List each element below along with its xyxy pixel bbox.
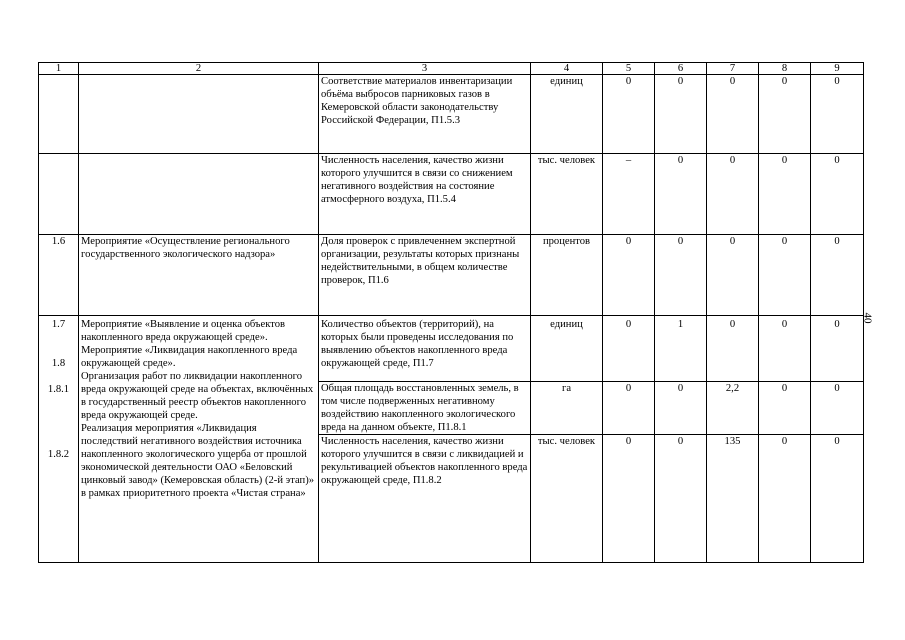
value-col5: 0 <box>603 235 655 316</box>
value-col6: 1 <box>655 316 707 382</box>
value-col9: 0 <box>811 435 864 563</box>
table-row <box>39 154 864 235</box>
row-number-block <box>39 316 79 563</box>
col-header-8: 8 <box>759 63 811 75</box>
activity-name: Реализация мероприятия «Ликвидация последствий негативного воздействия источника накопленного экологического ущерба от прошлой экономической деятельности ОАО «Беловский цинковый завод» (Кемеровская область) (2-й этап)» в рамках приоритетного проекта «Чистая страна» <box>81 423 315 499</box>
page-number: 40 <box>861 312 874 324</box>
value-col6: 0 <box>655 154 707 235</box>
value-col5: 0 <box>603 316 655 382</box>
value-col8: 0 <box>759 75 811 154</box>
unit: единиц <box>531 316 603 382</box>
row-number: 1.8 <box>51 358 66 369</box>
header-row <box>39 63 864 75</box>
row-number <box>39 75 79 154</box>
col-header-7: 7 <box>707 63 759 75</box>
value-col5: 0 <box>603 435 655 563</box>
activity-name: Организация работ по ликвидации накопленного вреда окружающей среде на объектах, включённых в государственный реестр объектов накопленного вреда окружающей среде. <box>81 371 314 421</box>
value-col5: 0 <box>603 75 655 154</box>
activity-name: Мероприятие «Осуществление регионального государственного экологического надзора» <box>79 235 319 316</box>
activity-name-block <box>79 316 319 563</box>
row-number: 1.8.2 <box>47 449 70 460</box>
value-col9: 0 <box>811 316 864 382</box>
unit: га <box>531 382 603 435</box>
indicator-text: Количество объектов (территорий), на которых были проведены исследования по выявлению объектов накопленного вреда окружающей среде, П1.7 <box>319 316 531 382</box>
value-col9: 0 <box>811 382 864 435</box>
indicator-text: Численность населения, качество жизни которого улучшится в связи со снижением негативного воздействия на состояние атмосферного воздуха, П1.5.4 <box>319 154 531 235</box>
value-col6: 0 <box>655 382 707 435</box>
row-number: 1.7 <box>51 319 66 330</box>
unit: тыс. человек <box>531 435 603 563</box>
value-col7: 0 <box>707 235 759 316</box>
col-header-6: 6 <box>655 63 707 75</box>
value-col6: 0 <box>655 435 707 563</box>
indicator-text: Соответствие материалов инвентаризации объёма выбросов парниковых газов в Кемеровской области законодательству Российской Федерации, П1.5.3 <box>319 75 531 154</box>
value-col8: 0 <box>759 154 811 235</box>
value-col9: 0 <box>811 154 864 235</box>
activity-name: Мероприятие «Ликвидация накопленного вреда окружающей среде». <box>81 345 298 369</box>
indicator-text: Доля проверок с привлеченнем экспертной организации, результаты которых признаны недействительными, в общем количестве проверок, П1.6 <box>319 235 531 316</box>
value-col6: 0 <box>655 75 707 154</box>
activity-name <box>79 75 319 154</box>
unit: единиц <box>531 75 603 154</box>
col-header-9: 9 <box>811 63 864 75</box>
table-row <box>39 316 864 382</box>
col-header-1: 1 <box>39 63 79 75</box>
row-number <box>39 154 79 235</box>
value-col7: 0 <box>707 316 759 382</box>
value-col8: 0 <box>759 316 811 382</box>
value-col9: 0 <box>811 235 864 316</box>
table-row <box>39 75 864 154</box>
indicators-table <box>38 62 864 563</box>
unit: процентов <box>531 235 603 316</box>
value-col5: – <box>603 154 655 235</box>
table-row <box>39 235 864 316</box>
value-col7: 0 <box>707 75 759 154</box>
activity-name <box>79 154 319 235</box>
value-col7: 135 <box>707 435 759 563</box>
value-col7: 0 <box>707 154 759 235</box>
col-header-5: 5 <box>603 63 655 75</box>
col-header-4: 4 <box>531 63 603 75</box>
value-col9: 0 <box>811 75 864 154</box>
row-number: 1.8.1 <box>47 384 70 395</box>
col-header-2: 2 <box>79 63 319 75</box>
indicator-text: Общая площадь восстановленных земель, в том числе подверженных негативному воздействию накопленного экологического вреда на данном объекте, П1.8.1 <box>319 382 531 435</box>
value-col8: 0 <box>759 382 811 435</box>
activity-name: Мероприятие «Выявление и оценка объектов накопленного вреда окружающей среде». <box>81 319 286 343</box>
indicator-text: Численность населения, качество жизни которого улучшится в связи с ликвидацией и рекультивацией объектов накопленного вреда окружающей среде, П1.8.2 <box>319 435 531 563</box>
value-col7: 2,2 <box>707 382 759 435</box>
col-header-3: 3 <box>319 63 531 75</box>
value-col5: 0 <box>603 382 655 435</box>
value-col8: 0 <box>759 435 811 563</box>
value-col8: 0 <box>759 235 811 316</box>
value-col6: 0 <box>655 235 707 316</box>
row-number: 1.6 <box>39 235 79 316</box>
unit: тыс. человек <box>531 154 603 235</box>
